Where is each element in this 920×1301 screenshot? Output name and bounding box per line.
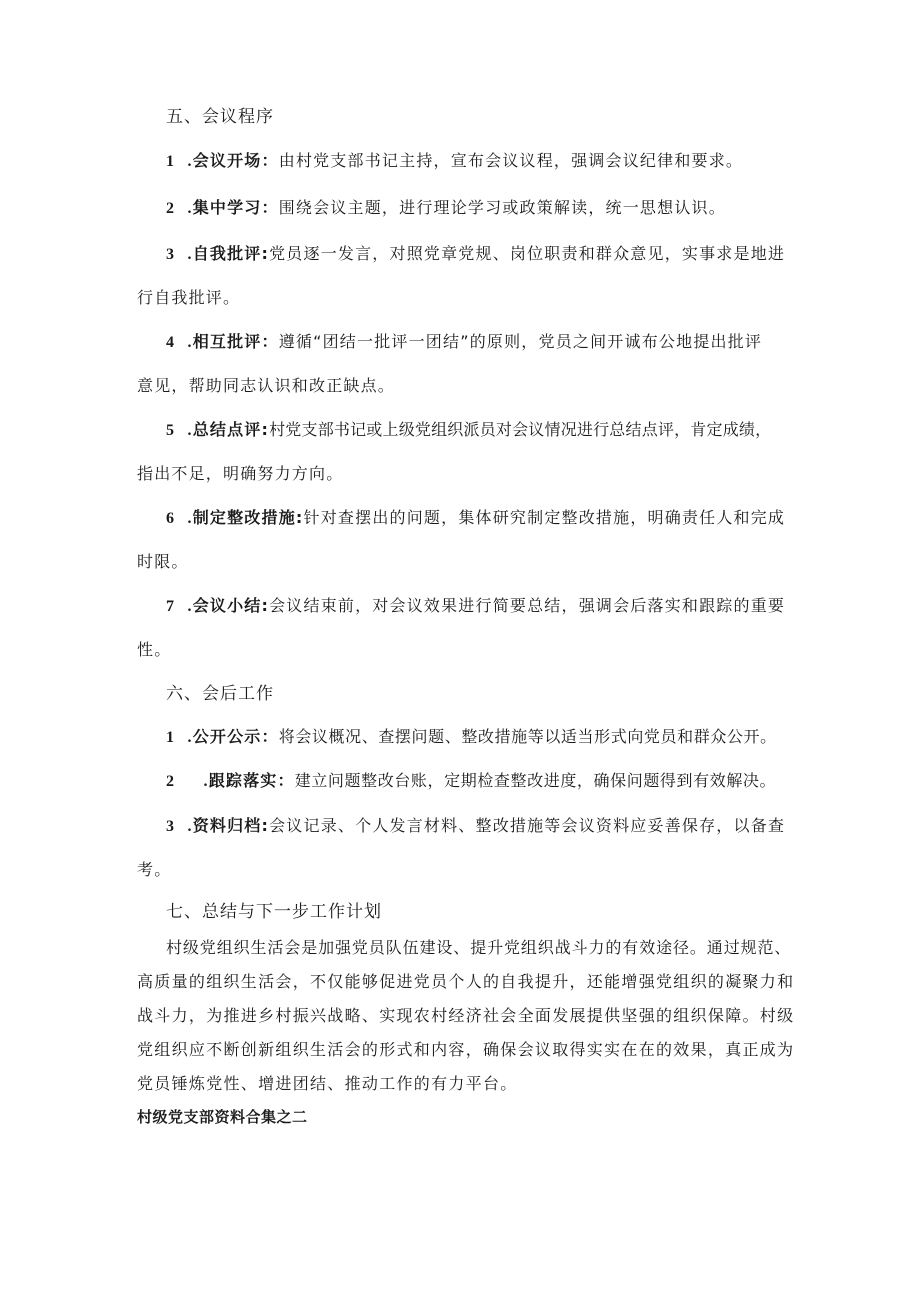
item-sep: . — [187, 334, 193, 351]
item-text: 村党支部书记或上级党组织派员对会议情况进行总结点评，肯定成绩， — [269, 420, 772, 439]
item-text: 会议记录、个人发言材料、整改措施等会议资料应妥善保存，以备查 — [269, 816, 786, 835]
item-text: 由村党支部书记主持，宣布会议议程，强调会议纪律和要求。 — [278, 151, 744, 170]
item-sep: . — [187, 422, 193, 439]
section-7-heading: 七、总结与下一步工作计划 — [166, 902, 382, 922]
s6-item-2 — [166, 770, 776, 793]
s5-item-2 — [166, 197, 726, 220]
s5-item-3 — [166, 243, 785, 266]
s5-item-6-cont: 时限。 — [137, 552, 189, 571]
item-sep: . — [187, 200, 193, 217]
s7-paragraph-line-1: 村级党组织生活会是加强党员队伍建设、提升党组织战斗力的有效途径。通过规范、 — [166, 938, 792, 957]
s7-paragraph-line-2: 高质量的组织生活会，不仅能够促进党员个人的自我提升，还能增强党组织的凝聚力和 — [137, 972, 795, 991]
s5-item-1 — [166, 150, 743, 173]
item-number: 5 — [166, 422, 176, 439]
s6-item-3-cont: 考。 — [137, 860, 172, 879]
item-number: 1 — [166, 153, 176, 170]
s5-item-5 — [166, 419, 771, 442]
item-text: 针对查摆出的问题，集体研究制定整改措施，明确责任人和完成 — [303, 508, 786, 527]
s6-item-1 — [166, 726, 777, 749]
item-sep: . — [187, 153, 193, 170]
section-5-heading: 五、会议程序 — [166, 107, 274, 127]
item-term: 跟踪落实： — [208, 771, 295, 790]
item-number: 7 — [166, 598, 176, 615]
s5-item-3-cont: 行自我批评。 — [137, 288, 241, 307]
item-sep: . — [187, 598, 193, 615]
item-sep: . — [187, 246, 193, 263]
s5-item-4 — [166, 331, 762, 354]
item-number: 4 — [166, 334, 176, 351]
s5-item-7 — [166, 595, 785, 618]
s7-paragraph-line-4: 党组织应不断创新组织生活会的形式和内容，确保会议取得实实在在的效果，真正成为 — [137, 1040, 795, 1059]
s5-item-4-cont: 意见，帮助同志认识和改正缺点。 — [137, 376, 396, 395]
s5-item-7-cont: 性。 — [137, 640, 172, 659]
s6-item-3 — [166, 815, 785, 838]
s7-paragraph-line-5: 党员锤炼党性、增进团结、推动工作的有力平台。 — [137, 1074, 518, 1093]
s7-paragraph-line-3: 战斗力，为推进乡村振兴战略、实现农村经济社会全面发展提供坚强的组织保障。村级 — [137, 1006, 795, 1025]
item-sep: . — [187, 729, 193, 746]
s5-item-5-cont: 指出不足，明确努力方向。 — [137, 464, 344, 483]
closing-title: 村级党支部资料合集之二 — [137, 1108, 308, 1126]
item-term: 总结点评: — [192, 420, 270, 439]
section-6-heading: 六、会后工作 — [166, 684, 274, 704]
item-text: 遵循“团结一批评一团结”的原则，党员之间开诚布公地提出批评 — [278, 332, 763, 351]
item-term: 相互批评： — [192, 332, 279, 351]
item-term: 资料归档: — [192, 816, 270, 835]
item-term: 会议开场： — [192, 151, 279, 170]
item-sep: . — [187, 818, 193, 835]
item-sep: . — [187, 510, 193, 527]
item-term: 公开公示： — [192, 727, 279, 746]
item-term: 制定整改措施: — [192, 508, 304, 527]
item-text: 将会议概况、查摆问题、整改措施等以适当形式向党员和群众公开。 — [278, 727, 777, 746]
item-number: 6 — [166, 510, 176, 527]
item-term: 集中学习： — [192, 198, 279, 217]
item-text: 围绕会议主题，进行理论学习或政策解读，统一思想认识。 — [278, 198, 726, 217]
s5-item-6 — [166, 507, 785, 530]
item-number: 3 — [166, 246, 176, 263]
item-term: 会议小结: — [192, 596, 270, 615]
item-term: 自我批评: — [192, 244, 270, 263]
item-number: 2 — [166, 773, 176, 790]
item-text: 会议结束前，对会议效果进行简要总结，强调会后落实和跟踪的重要 — [269, 596, 786, 615]
item-number: 3 — [166, 818, 176, 835]
item-text: 党员逐一发言，对照党章党规、岗位职责和群众意见，实事求是地进 — [269, 244, 786, 263]
item-text: 建立问题整改台账，定期检查整改进度，确保问题得到有效解决。 — [294, 771, 777, 790]
item-sep: . — [203, 773, 209, 790]
item-number: 2 — [166, 200, 176, 217]
item-number: 1 — [166, 729, 176, 746]
